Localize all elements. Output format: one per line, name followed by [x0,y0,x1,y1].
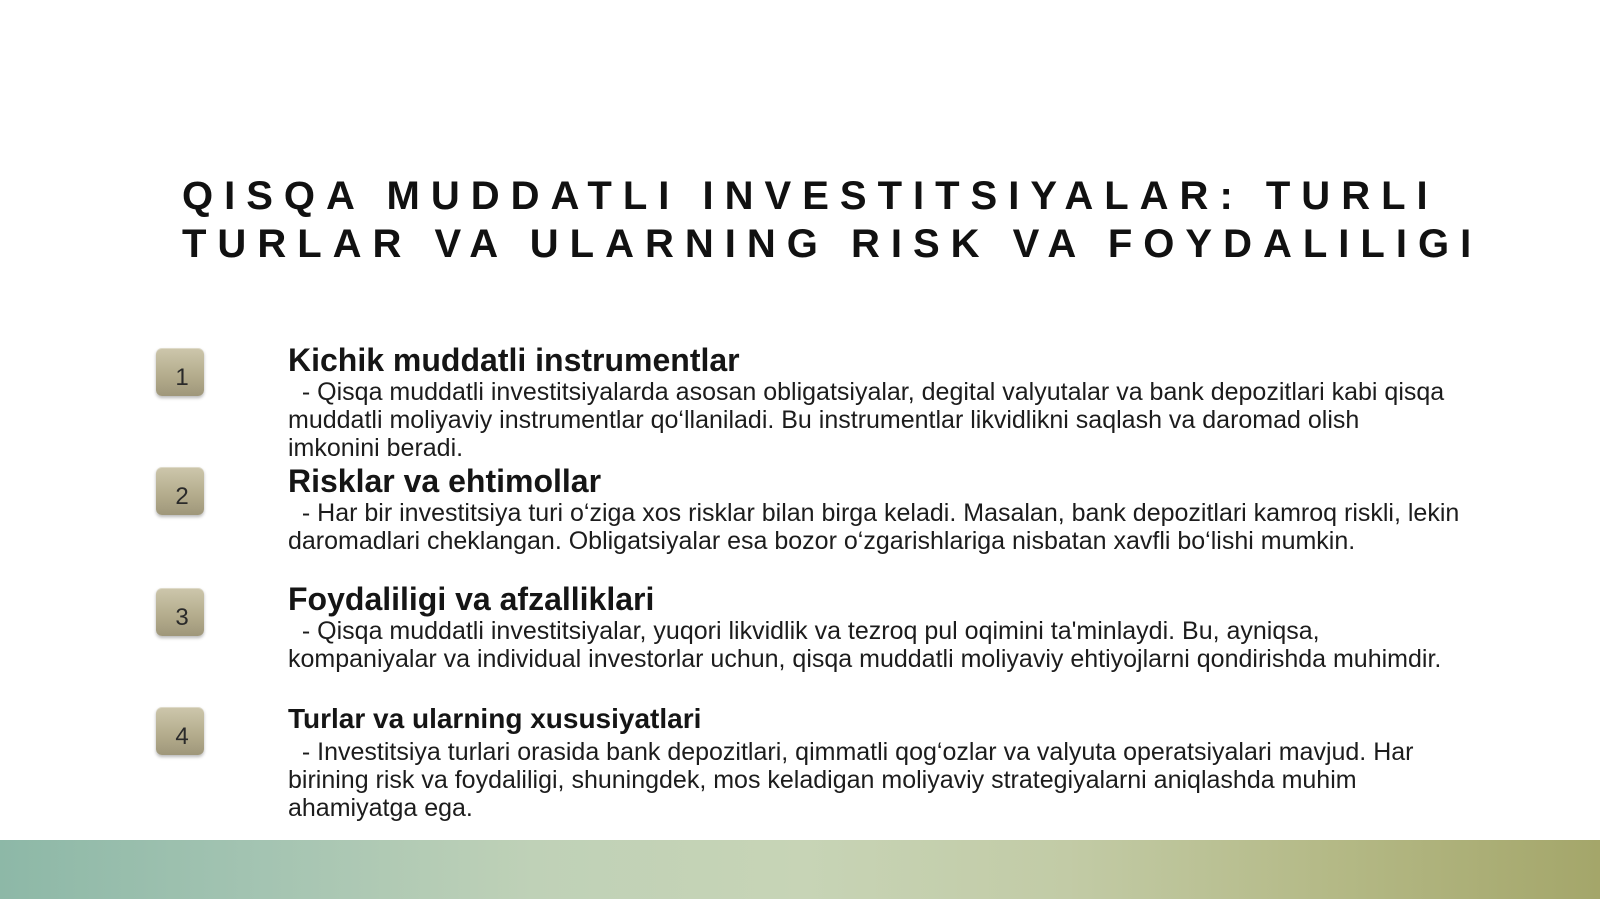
number-badge [156,707,204,755]
description-line: ahamiyatga ega. [288,794,473,822]
description-line: - Investitsiya turlari orasida bank depozitlari, qimmatli qog‘ozlar va valyuta operatsiyalari mavjud. Har [288,738,1414,766]
footer-gradient-band [0,840,1600,899]
number-badge [156,588,204,636]
point-heading: Risklar va ehtimollar [288,463,602,499]
point-description [288,738,1413,822]
point-description [288,499,1459,555]
number-label: 1 [175,364,189,391]
point-heading: Kichik muddatli instrumentlar [288,342,740,378]
description-line: birining risk va foydaliligi, shuningdek, mos keladigan moliyaviy strategiyalarni aniqlashda muhim [288,766,1357,794]
slide-title: QISQA MUDDATLI INVESTITSIYALAR: TURLI TURLAR VA ULARNING RISK VA FOYDALILIGI [182,174,1483,266]
description-line: - Har bir investitsiya turi o‘ziga xos risklar bilan birga keladi. Masalan, bank depozitlari kamroq riskli, lekin [288,499,1460,527]
point-heading: Foydaliligi va afzalliklari [288,581,655,617]
point-content [288,581,1441,673]
description-line: daromadlari cheklangan. Obligatsiyalar esa bozor o‘zgarishlariga nisbatan xavfli bo‘lishi mumkin. [288,527,1356,555]
point-content [288,463,1459,555]
point-content [288,342,1444,462]
number-label: 2 [175,483,189,510]
description-line: - Qisqa muddatli investitsiyalarda asosan obligatsiyalar, degital valyutalar va bank depozitlari kabi qisqa [288,378,1445,406]
number-label: 4 [175,723,189,750]
point-description [288,378,1444,462]
point-description [288,617,1441,673]
description-line: - Qisqa muddatli investitsiyalar, yuqori likvidlik va tezroq pul oqimini ta'minlaydi. Bu, ayniqsa, [288,617,1320,645]
number-badge [156,467,204,515]
point-heading: Turlar va ularning xususiyatlari [288,703,702,734]
number-label: 3 [175,604,189,631]
description-line: muddatli moliyaviy instrumentlar qo‘llaniladi. Bu instrumentlar likvidlikni saqlash va daromad olish [288,406,1360,434]
description-line: kompaniyalar va individual investorlar uchun, qisqa muddatli moliyaviy ehtiyojlarni qondirishda muhimdir. [288,645,1442,673]
number-badge [156,348,204,396]
description-line: imkonini beradi. [288,434,464,462]
point-content [288,701,1413,822]
